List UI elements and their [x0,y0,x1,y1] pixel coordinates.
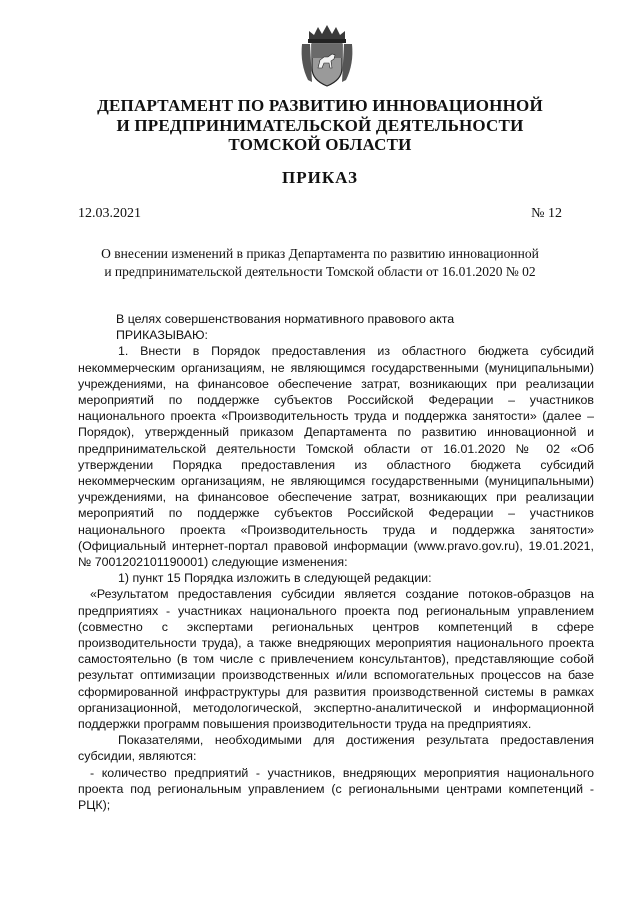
document-number: № 12 [531,206,562,221]
paragraph-item-1: 1. Внести в Порядок предоставления из областного бюджета субсидий некоммерческим организациям, не являющимся государственными (муниципальными) учреждениями, на финансовое обеспечение затрат, возникающих при реализации мероприятий по поддержке субъектов Российской Федерации – участников национального проекта «Производительность труда и поддержка занятости» (далее – Порядок), утвержденный приказом Департамента по развитию инновационной и предпринимательской деятельности Томской области от 16.01.2020 № 02 «Об утверждении Порядка предоставления из областного бюджета субсидий некоммерческим организациям, не являющимся государственными (муниципальными) учреждениями, на финансовое обеспечение затрат, возникающих при реализации мероприятий по поддержке субъектов Российской Федерации – участников национального проекта «Производительность труда и поддержка занятости» (Официальный интернет-портал правовой информации (www.pravo.gov.ru), 19.01.2021, № 7001202101190001) следующие изменения: [78,344,594,570]
document-type-title: ПРИКАЗ [282,168,358,187]
paragraph-indicator-1: - количество предприятий - участников, внедряющих мероприятия национального проекта под региональным управлением (с региональными центрами компетенций - РЦК); [78,765,594,813]
paragraph-result: «Результатом предоставления субсидии является создание потоков-образцов на предприятиях - участниках национального проекта под региональным управлением (совместно с экспертами региональных центров компетенций в сфере производительности труда), а также внедряющих мероприятия национального проекта самостоятельно (в том числе с привлечением консультантов), представляющие собой результат оптимизации производственных и/или вспомогательных процессов на базе сформированной инфраструктуры для развития производственной системы в рамках организационной, методологической, экспертно-аналитической и информационной поддержки программ повышения производительности труда на предприятиях. [78,587,594,732]
order-word: ПРИКАЗЫВАЮ: [116,328,208,343]
paragraph-indicators: Показателями, необходимыми для достижения результата предоставления субсидии, являются: [78,733,594,764]
document-date: 12.03.2021 [78,206,141,221]
tomsk-region-coat-of-arms-icon [300,24,354,88]
department-title-line-2: И ПРЕДПРИНИМАТЕЛЬСКОЙ ДЕЯТЕЛЬНОСТИ [116,116,524,135]
body-intro: В целях совершенствования нормативного правового акта [116,312,455,326]
subject-line-2: и предпринимательской деятельности Томской области от 16.01.2020 № 02 [104,264,536,279]
document-body [78,311,594,813]
department-title-line-3: ТОМСКОЙ ОБЛАСТИ [228,135,412,154]
department-title-line-1: ДЕПАРТАМЕНТ ПО РАЗВИТИЮ ИННОВАЦИОННОЙ [97,96,543,115]
subject-line-1: О внесении изменений в приказ Департамента по развитию инновационной [101,246,539,261]
document-subject [80,245,560,281]
paragraph-subitem-1: 1) пункт 15 Порядка изложить в следующей редакции: [118,571,432,586]
